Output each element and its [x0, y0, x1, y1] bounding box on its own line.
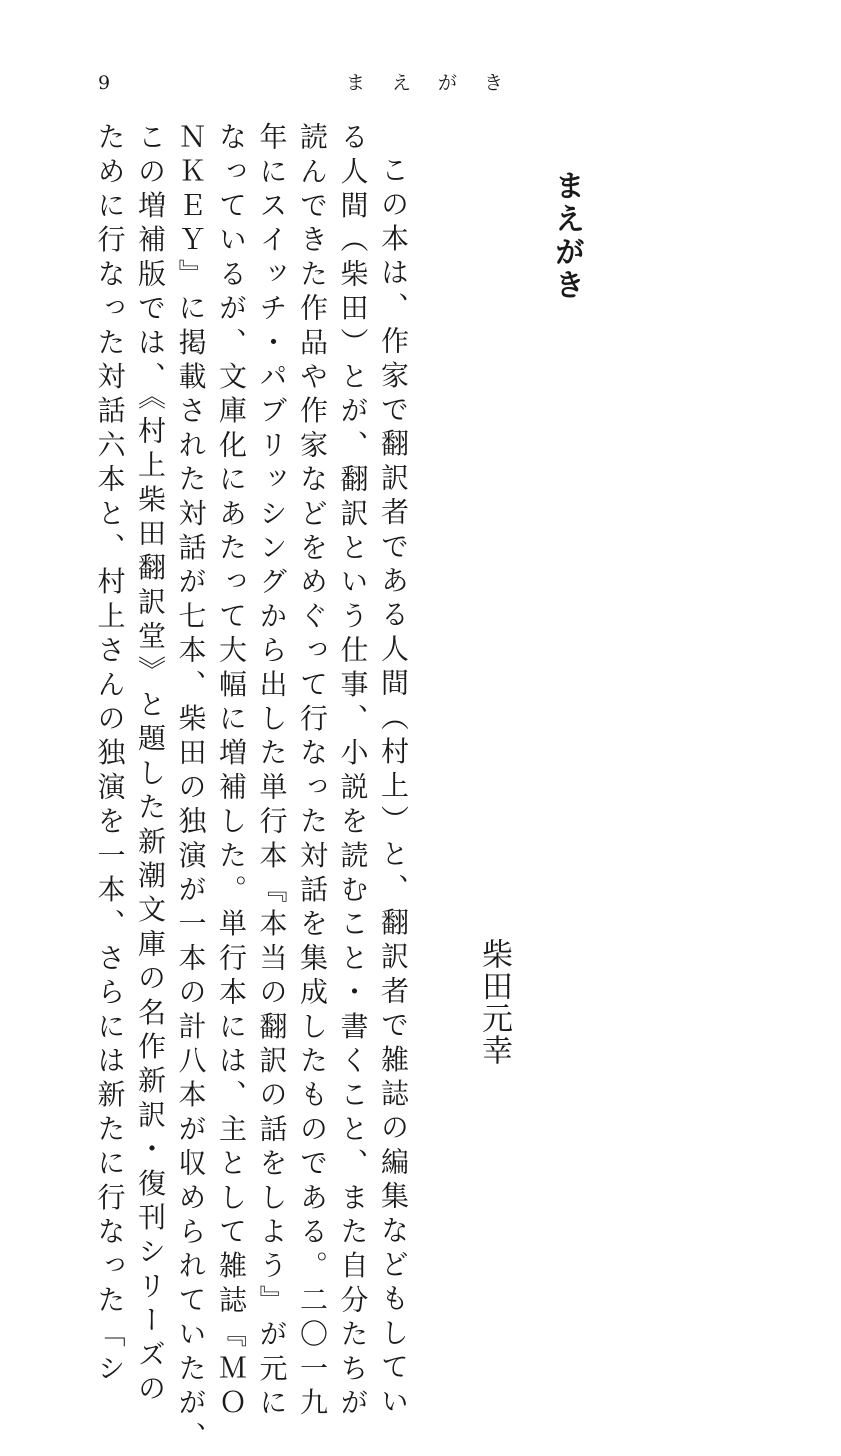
body-line: 読んできた作品や作家などをめぐって行なった対話を集成したものである。二〇一九 — [296, 122, 329, 1422]
body-line: なっているが、文庫化にあたって大幅に増補した。単行本には、主として雑誌『ＭＯ — [215, 122, 248, 1422]
body-line: この増補版では、《村上柴田翻訳堂》と題した新潮文庫の名作新訳・復刊シリーズの — [134, 122, 167, 1408]
body-line: ために行なった対話六本と、村上さんの独演を一本、さらには新たに行なった「シ — [93, 122, 127, 1388]
body-text — [89, 122, 413, 1456]
body-line: この本は、作家で翻訳者である人間（村上）と、翻訳者で雑誌の編集などもしてい — [377, 155, 410, 1421]
body-line: る人間（柴田）とが、翻訳という仕事、小説を読むこと・書くこと、また自分たちが — [336, 122, 370, 1422]
chapter-title: まえがき — [549, 170, 584, 302]
body-line: ＮＫＥＹ』に掲載された対話が七本、柴田の独演が一本の計八本が収められていたが、 — [174, 122, 208, 1456]
page-number: 9 — [98, 72, 111, 94]
author-name: 柴田元幸 — [476, 938, 512, 1066]
body-line: 年にスイッチ・パブリッシングから出した単行本『本当の翻訳の話をしよう』が元に — [255, 122, 289, 1422]
running-title: まえがき — [346, 72, 531, 94]
